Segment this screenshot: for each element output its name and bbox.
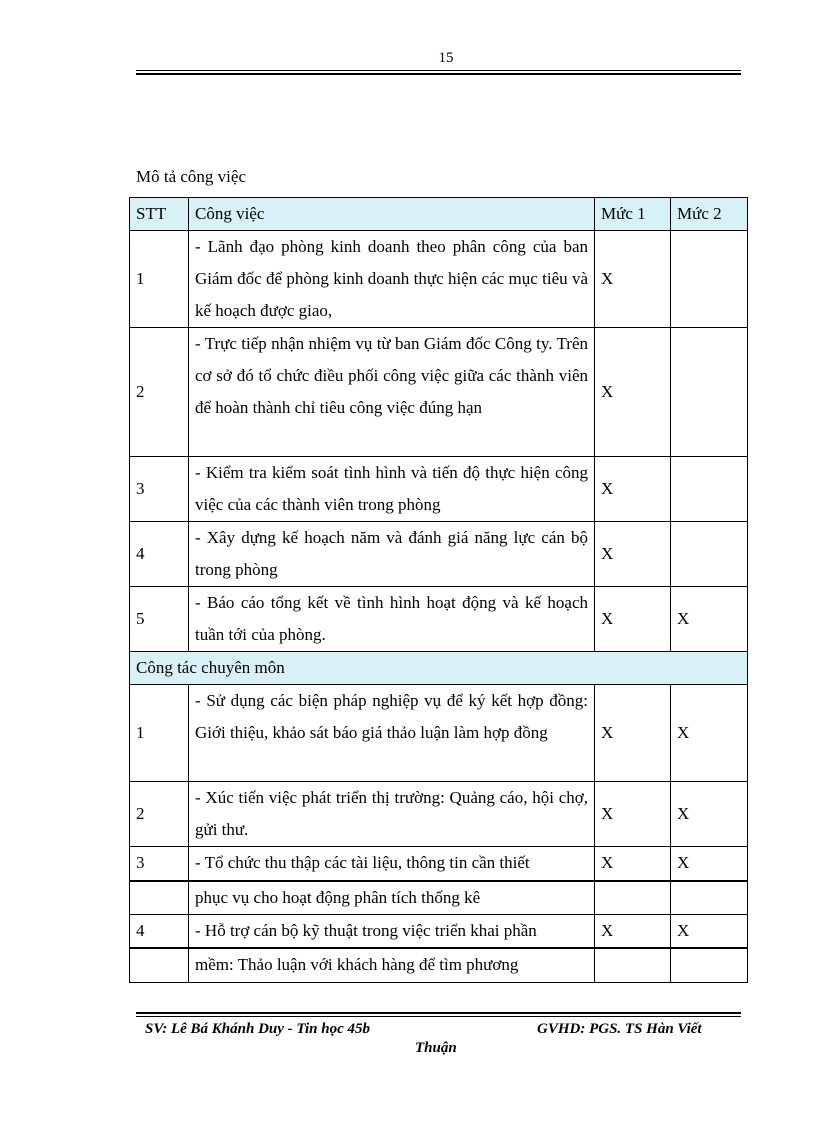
job-description-table	[129, 197, 748, 983]
row-stt: 4	[130, 914, 189, 948]
row-stt: 3	[130, 457, 189, 522]
row-level1: X	[595, 685, 671, 782]
header-rule-thick	[136, 73, 741, 75]
table-row	[130, 231, 748, 328]
row-level1: X	[595, 522, 671, 587]
row-level1: X	[595, 914, 671, 948]
row-level1: X	[595, 457, 671, 522]
row-level2	[671, 457, 748, 522]
row-level1: X	[595, 847, 671, 881]
header-stt: STT	[130, 198, 189, 231]
header-rule	[136, 70, 741, 71]
footer-student: SV: Lê Bá Khánh Duy - Tin học 45b	[145, 1021, 371, 1037]
row-task: - Báo cáo tổng kết về tình hình hoạt động và kế hoạch tuần tới của phòng.	[189, 587, 595, 652]
row-task: mềm: Thảo luận với khách hàng để tìm phương	[189, 948, 595, 982]
row-level1	[595, 881, 671, 915]
section-row	[130, 652, 748, 685]
row-level2: X	[671, 782, 748, 847]
row-level2: X	[671, 914, 748, 948]
row-level2: X	[671, 685, 748, 782]
row-stt: 4	[130, 522, 189, 587]
row-level2	[671, 948, 748, 982]
row-stt: 2	[130, 782, 189, 847]
table-row	[130, 847, 748, 881]
table-row	[130, 522, 748, 587]
row-level1: X	[595, 782, 671, 847]
row-level1	[595, 948, 671, 982]
section-title: Mô tả công việc	[136, 167, 246, 186]
row-stt: 2	[130, 328, 189, 457]
row-level1: X	[595, 328, 671, 457]
row-task: - Tổ chức thu thập các tài liệu, thông tin cần thiết	[189, 847, 595, 881]
row-task: - Kiểm tra kiểm soát tình hình và tiến độ thực hiện công việc của các thành viên trong phòng	[189, 457, 595, 522]
row-stt: 1	[130, 231, 189, 328]
table-row	[130, 328, 748, 457]
row-stt	[130, 881, 189, 915]
row-task: - Trực tiếp nhận nhiệm vụ từ ban Giám đốc Công ty. Trên cơ sở đó tổ chức điều phối công việc giữa các thành viên để hoàn thành chỉ tiêu công việc đúng hạn	[189, 328, 595, 457]
row-task: - Lãnh đạo phòng kinh doanh theo phân công của ban Giám đốc để phòng kinh doanh thực hiện các mục tiêu và kế hoạch được giao,	[189, 231, 595, 328]
footer-advisor: GVHD: PGS. TS Hàn Viết	[537, 1021, 702, 1037]
row-task: - Xúc tiến việc phát triển thị trường: Quảng cáo, hội chợ, gửi thư.	[189, 782, 595, 847]
table-row	[130, 587, 748, 652]
row-task: - Xây dựng kế hoạch năm và đánh giá năng lực cán bộ trong phòng	[189, 522, 595, 587]
page-number: 15	[438, 50, 454, 66]
table-row	[130, 457, 748, 522]
table-row	[130, 914, 748, 948]
row-stt: 1	[130, 685, 189, 782]
table-row	[130, 782, 748, 847]
header-level1: Mức 1	[595, 198, 671, 231]
section-title-cell: Công tác chuyên môn	[130, 652, 748, 685]
table-row	[130, 881, 748, 915]
footer-rule-thick	[136, 1012, 741, 1014]
header-task: Công việc	[189, 198, 595, 231]
row-level2	[671, 231, 748, 328]
row-level2	[671, 328, 748, 457]
row-stt: 3	[130, 847, 189, 881]
row-level1: X	[595, 587, 671, 652]
row-level2: X	[671, 587, 748, 652]
footer-rule	[136, 1016, 741, 1017]
row-task: - Sử dụng các biện pháp nghiệp vụ để ký kết hợp đồng: Giới thiệu, khảo sát báo giá thảo luận làm hợp đồng	[189, 685, 595, 782]
footer-advisor-cont: Thuận	[415, 1040, 457, 1056]
table-row	[130, 948, 748, 982]
row-task: - Hỗ trợ cán bộ kỹ thuật trong việc triển khai phần	[189, 914, 595, 948]
row-level2: X	[671, 847, 748, 881]
header-level2: Mức 2	[671, 198, 748, 231]
row-level2	[671, 522, 748, 587]
table-header-row	[130, 198, 748, 231]
row-stt	[130, 948, 189, 982]
row-level1: X	[595, 231, 671, 328]
row-level2	[671, 881, 748, 915]
row-task: phục vụ cho hoạt động phân tích thống kê	[189, 881, 595, 915]
table-row	[130, 685, 748, 782]
row-stt: 5	[130, 587, 189, 652]
